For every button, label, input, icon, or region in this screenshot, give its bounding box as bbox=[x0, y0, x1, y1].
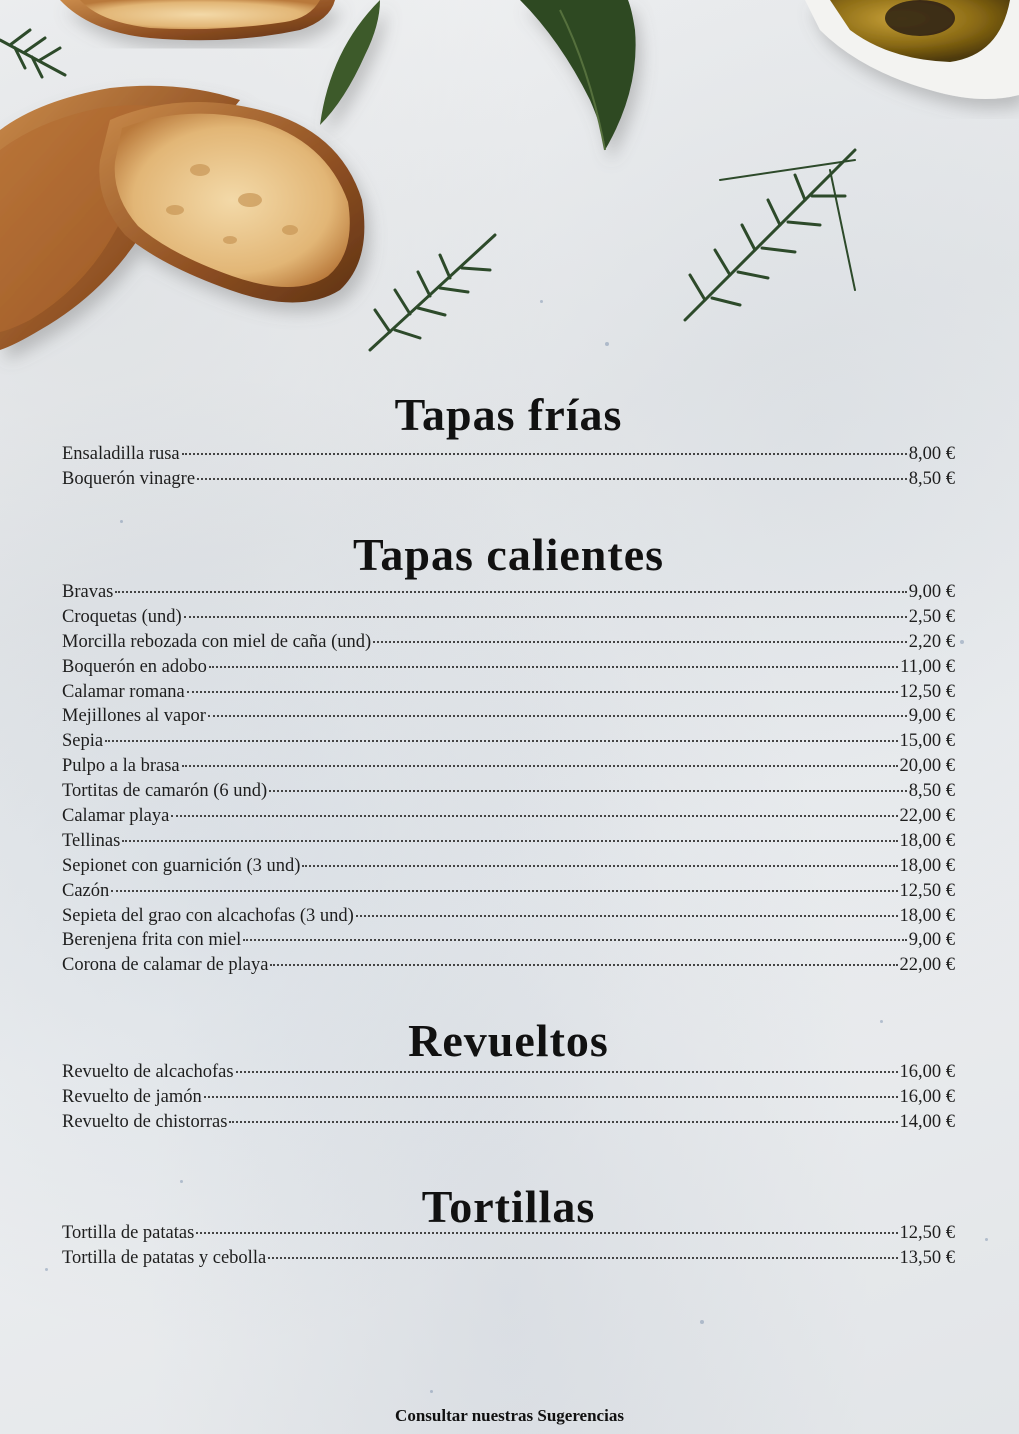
menu-item bbox=[62, 729, 955, 754]
item-name: Boquerón vinagre bbox=[62, 468, 196, 489]
menu-item bbox=[62, 829, 955, 854]
item-price: 20,00 € bbox=[899, 756, 955, 777]
menu-item bbox=[62, 804, 955, 829]
item-price: 8,00 € bbox=[908, 444, 955, 464]
dot-leader bbox=[196, 1232, 897, 1234]
item-price: 12,50 € bbox=[899, 880, 955, 901]
item-price: 18,00 € bbox=[899, 905, 955, 926]
item-name: Bravas bbox=[62, 582, 114, 602]
dot-leader bbox=[270, 964, 897, 966]
item-price: 14,00 € bbox=[899, 1111, 955, 1132]
item-price: 22,00 € bbox=[899, 806, 955, 827]
dot-leader bbox=[184, 616, 907, 618]
item-price: 16,00 € bbox=[899, 1062, 955, 1082]
menu-item bbox=[62, 630, 955, 655]
item-name: Tellinas bbox=[62, 830, 121, 851]
menu-item bbox=[62, 1110, 955, 1135]
item-name: Calamar romana bbox=[62, 681, 185, 702]
item-name: Boquerón en adobo bbox=[62, 656, 207, 677]
dot-leader bbox=[302, 865, 897, 867]
dot-leader bbox=[208, 715, 907, 717]
food-decoration bbox=[0, 0, 1019, 380]
menu-item bbox=[62, 655, 955, 680]
dot-leader bbox=[182, 453, 907, 455]
dot-leader bbox=[111, 890, 897, 892]
item-price: 12,50 € bbox=[899, 681, 955, 702]
dot-leader bbox=[268, 1257, 897, 1259]
item-price: 9,00 € bbox=[908, 706, 955, 727]
item-price: 8,50 € bbox=[908, 468, 955, 489]
item-price: 13,50 € bbox=[899, 1247, 955, 1268]
section-title-tapas-calientes: Tapas calientes bbox=[352, 529, 665, 580]
dot-leader bbox=[236, 1071, 898, 1073]
bay-leaf-icon bbox=[320, 0, 636, 150]
item-name: Revuelto de chistorras bbox=[62, 1111, 228, 1132]
item-name: Revuelto de jamón bbox=[62, 1086, 202, 1107]
item-name: Sepia bbox=[62, 731, 104, 752]
menu-item bbox=[62, 680, 955, 705]
item-name: Tortilla de patatas bbox=[62, 1223, 195, 1243]
dot-leader bbox=[204, 1096, 898, 1098]
item-name: Morcilla rebozada con miel de caña (und) bbox=[62, 631, 372, 652]
item-name: Berenjena frita con miel bbox=[62, 930, 242, 951]
bread-slice-icon bbox=[60, 0, 335, 40]
item-price: 18,00 € bbox=[899, 855, 955, 876]
menu-item bbox=[62, 904, 955, 929]
item-price: 22,00 € bbox=[899, 955, 955, 976]
dot-leader bbox=[356, 915, 898, 917]
tapas-frias-list bbox=[62, 442, 955, 492]
item-name: Corona de calamar de playa bbox=[62, 955, 269, 976]
item-name: Revuelto de alcachofas bbox=[62, 1062, 234, 1082]
item-name: Tortitas de camarón (6 und) bbox=[62, 781, 268, 802]
menu-item bbox=[62, 580, 955, 605]
item-price: 2,50 € bbox=[908, 606, 955, 627]
dot-leader bbox=[115, 591, 906, 593]
item-price: 16,00 € bbox=[899, 1086, 955, 1107]
menu-item bbox=[62, 754, 955, 779]
dot-leader bbox=[122, 840, 897, 842]
item-price: 15,00 € bbox=[899, 731, 955, 752]
dot-leader bbox=[197, 478, 907, 480]
menu-item bbox=[62, 779, 955, 804]
item-price: 11,00 € bbox=[900, 656, 955, 677]
item-name: Pulpo a la brasa bbox=[62, 756, 180, 777]
dot-leader bbox=[373, 641, 907, 643]
footer-note: Consultar nuestras Sugerencias bbox=[395, 1406, 624, 1425]
item-price: 8,50 € bbox=[908, 781, 955, 802]
menu-item bbox=[62, 442, 955, 467]
tapas-calientes-list bbox=[62, 580, 955, 978]
menu-item bbox=[62, 605, 955, 630]
section-title-tapas-frias: Tapas frías bbox=[394, 389, 623, 440]
item-name: Calamar playa bbox=[62, 806, 170, 827]
menu-item bbox=[62, 1246, 955, 1271]
item-name: Ensaladilla rusa bbox=[62, 444, 180, 464]
dot-leader bbox=[229, 1121, 897, 1123]
item-price: 18,00 € bbox=[899, 830, 955, 851]
section-title-tortillas: Tortillas bbox=[421, 1181, 596, 1232]
dot-leader bbox=[269, 790, 907, 792]
menu-item bbox=[62, 1060, 955, 1085]
menu-item bbox=[62, 854, 955, 879]
menu-item bbox=[62, 704, 955, 729]
item-price: 12,50 € bbox=[899, 1223, 955, 1243]
tortillas-list bbox=[62, 1221, 955, 1271]
menu-item bbox=[62, 953, 955, 978]
dot-leader bbox=[171, 815, 897, 817]
dot-leader bbox=[105, 740, 897, 742]
revueltos-list bbox=[62, 1060, 955, 1135]
item-name: Sepionet con guarnición (3 und) bbox=[62, 855, 301, 876]
item-name: Cazón bbox=[62, 880, 110, 901]
item-name: Mejillones al vapor bbox=[62, 706, 206, 727]
menu-item bbox=[62, 1221, 955, 1246]
baguette-icon bbox=[0, 86, 364, 350]
item-price: 2,20 € bbox=[908, 631, 955, 652]
item-name: Croquetas (und) bbox=[62, 606, 182, 627]
item-price: 9,00 € bbox=[908, 582, 955, 602]
menu-item bbox=[62, 467, 955, 492]
dot-leader bbox=[209, 666, 898, 668]
item-name: Sepieta del grao con alcachofas (3 und) bbox=[62, 905, 354, 926]
menu-item bbox=[62, 879, 955, 904]
menu-item bbox=[62, 1085, 955, 1110]
item-price: 9,00 € bbox=[908, 930, 955, 951]
dot-leader bbox=[187, 691, 898, 693]
section-title-revueltos: Revueltos bbox=[408, 1015, 609, 1066]
dot-leader bbox=[243, 939, 906, 941]
item-name: Tortilla de patatas y cebolla bbox=[62, 1247, 267, 1268]
menu-item bbox=[62, 928, 955, 953]
dot-leader bbox=[182, 765, 898, 767]
olive-oil-bowl-icon bbox=[805, 0, 1019, 99]
